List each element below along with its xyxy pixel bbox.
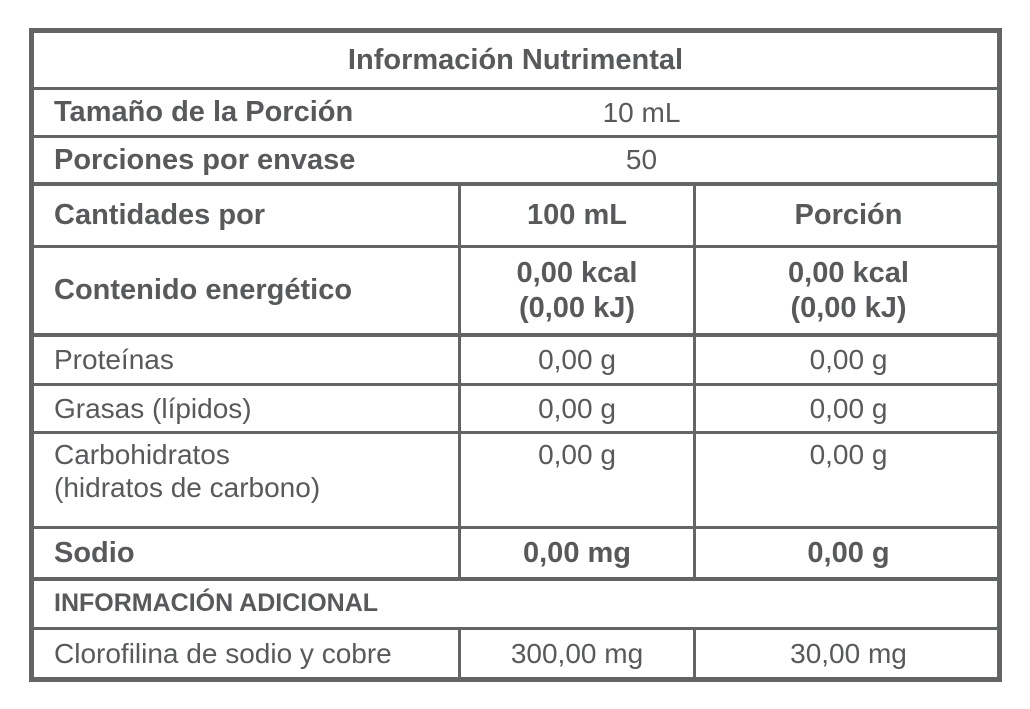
chlorophyllin-portion-value: 30,00 mg — [790, 637, 907, 669]
energy-label: Contenido energético — [54, 274, 353, 307]
nutrition-facts-table — [29, 28, 1002, 682]
chlorophyllin-label: Clorofilina de sodio y cobre — [54, 637, 392, 669]
servings-per-container-value: 50 — [625, 144, 658, 176]
energy-portion-value — [695, 248, 1002, 333]
sodium-label: Sodio — [54, 536, 135, 569]
carbohydrates-label-line2: (hidratos de carbono) — [54, 472, 321, 504]
sodium-portion-value: 0,00 g — [807, 536, 890, 569]
energy-100ml-kj: (0,00 kJ) — [518, 291, 636, 324]
serving-size-value: 10 mL — [602, 96, 681, 128]
column-header-100ml: 100 mL — [527, 199, 627, 232]
column-header-portion: Porción — [794, 199, 903, 232]
protein-label: Proteínas — [54, 344, 174, 376]
carbohydrates-label-line1: Carbohidratos — [54, 439, 230, 470]
amounts-per-label: Cantidades por — [54, 199, 266, 232]
protein-portion-value: 0,00 g — [809, 344, 888, 376]
carbohydrates-portion-value: 0,00 g — [809, 439, 888, 470]
chlorophyllin-100ml-value: 300,00 mg — [510, 637, 644, 669]
energy-100ml-kcal: 0,00 kcal — [516, 257, 638, 290]
fat-portion-value: 0,00 g — [809, 392, 888, 424]
serving-size-label: Tamaño de la Porción — [54, 96, 354, 129]
energy-portion-kj: (0,00 kJ) — [790, 291, 907, 324]
additional-info-heading: INFORMACIÓN ADICIONAL — [54, 589, 379, 618]
table-title: Información Nutrimental — [347, 43, 684, 76]
carbohydrates-label — [54, 438, 320, 526]
protein-100ml-value: 0,00 g — [538, 344, 616, 376]
fat-100ml-value: 0,00 g — [538, 392, 616, 424]
energy-100ml-value — [460, 248, 694, 333]
carbohydrates-100ml-value: 0,00 g — [538, 439, 616, 470]
sodium-100ml-value: 0,00 mg — [523, 536, 631, 569]
energy-portion-kcal: 0,00 kcal — [788, 257, 909, 290]
servings-per-container-label: Porciones por envase — [54, 143, 356, 176]
divider — [34, 431, 997, 434]
fat-label: Grasas (lípidos) — [54, 392, 252, 424]
